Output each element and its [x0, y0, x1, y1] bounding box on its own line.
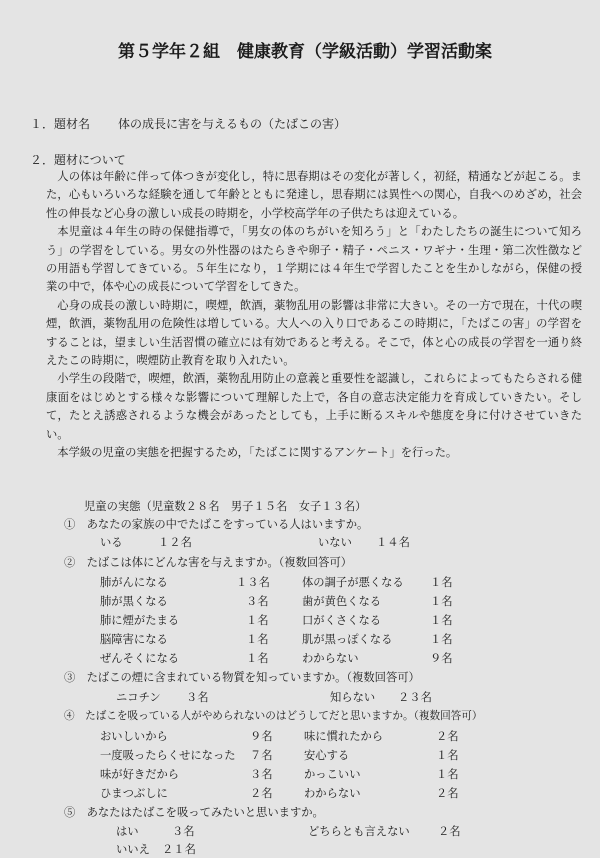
answer-count: １名 — [430, 595, 453, 608]
paragraph: 本児童は４年生の時の保健指導で，「男女の体のちがいを知ろう」と「わたしたちの誕生について知ろう」の学習をしている。男女の外性器のはたらきや卵子・精子・ペニス・ワギナ・生理・第二次性徴などの用語も学習してきている。５年生になり，１学期には４年生で学習したことを生かしながら，保健の授業の中で，体や心の成長について学習をしてきた。 — [46, 225, 582, 294]
answer-label: はい — [116, 825, 139, 838]
survey-intro: 児童の実態（児童数２８名 男子１５名 女子１３名） — [84, 500, 367, 513]
question-3: ③ たばこの煙に含まれている物質を知っていますか。（複数回答可） — [64, 671, 420, 684]
paragraph: 人の体は年齢に伴って体つきが変化し，特に思春期はその変化が著しく，初経，精通などが起こる。また，心もいろいろな経験を通して年齢とともに発達し，思春期には異性への関心，自我へのめざめ，社会性の伸長など心身の激しい成長の時期を，小学校高学年の子供たちは迎えている。 — [46, 170, 582, 220]
answer-label: わからない — [304, 787, 361, 800]
answer-label: わからない — [302, 652, 359, 665]
answer-count: ９名 — [250, 730, 273, 743]
answer-label: 肺が黒くなる — [100, 595, 168, 608]
paragraph: 本学級の児童の実態を把握するため，「たばこに関するアンケート」を行った。 — [57, 446, 458, 460]
question-2: ② たばこは体にどんな害を与えますか。（複数回答可） — [64, 556, 353, 569]
answer-label: 肺に煙がたまる — [100, 614, 180, 627]
paragraph: 小学生の段階で，喫煙，飲酒，薬物乱用防止の意義と重要性を認識し，これらによってもたらされる健康面をはじめとする様々な影響について理解した上で，各自の意志決定能力を育成していきたい。そして，たとえ誘惑されるような機会があったとしても，上手に断るスキルや態度を身に付けさせていきたい。 — [46, 372, 582, 441]
answer-count: １２名 — [158, 536, 192, 549]
question-5: ⑤ あなたはたばこを吸ってみたいと思いますか。 — [64, 806, 324, 819]
answer-count: ２３名 — [398, 691, 432, 704]
section2-heading: ２．題材について — [30, 153, 126, 167]
answer-label: 味に慣れたから — [304, 730, 384, 743]
answer-count: ２名 — [436, 730, 459, 743]
section1-theme: 体の成長に害を与えるもの（たばこの害） — [118, 117, 347, 131]
answer-count: １名 — [246, 614, 269, 627]
answer-label: 肌が黒っぽくなる — [302, 633, 393, 646]
answer-count: １名 — [430, 614, 453, 627]
answer-count: ３名 — [186, 691, 209, 704]
answer-label: 一度吸ったらくせになった — [100, 749, 236, 762]
answer-label: いる — [100, 536, 123, 549]
answer-label: 肺がんになる — [100, 576, 168, 589]
answer-count: ２名 — [436, 787, 459, 800]
answer-count: １名 — [436, 768, 459, 781]
answer-count: １４名 — [376, 536, 410, 549]
answer-count: ９名 — [430, 652, 453, 665]
answer-label: どちらとも言えない — [308, 825, 410, 838]
answer-count: ２１名 — [162, 843, 196, 856]
answer-label: いない — [318, 536, 352, 549]
answer-label: 知らない — [330, 691, 376, 704]
answer-label: かっこいい — [304, 768, 361, 781]
answer-label: おいしいから — [100, 730, 168, 743]
document-title: 第５学年２組 健康教育（学級活動）学習活動案 — [118, 42, 492, 62]
answer-count: １名 — [430, 576, 453, 589]
section1-heading: １．題材名 — [30, 117, 91, 131]
answer-label: 脳障害になる — [100, 633, 168, 646]
answer-label: 口がくさくなる — [302, 614, 382, 627]
answer-count: １３名 — [236, 576, 270, 589]
answer-label: 安心する — [304, 749, 350, 762]
answer-label: ニコチン — [116, 691, 161, 704]
answer-count: ７名 — [250, 749, 273, 762]
answer-label: 味が好きだから — [100, 768, 180, 781]
answer-count: ２名 — [250, 787, 273, 800]
section2-body — [46, 168, 582, 463]
answer-count: １名 — [436, 749, 459, 762]
answer-count: ３名 — [172, 825, 195, 838]
question-1: ① あなたの家族の中でたばこをすっている人はいますか。 — [64, 518, 369, 531]
answer-label: ぜんそくになる — [100, 652, 180, 665]
question-4: ④ たばこを吸っている人がやめられないのはどうしてだと思いますか。（複数回答可） — [64, 710, 483, 722]
answer-label: いいえ — [116, 843, 150, 856]
answer-label: 歯が黄色くなる — [302, 595, 382, 608]
answer-label: ひまつぶしに — [100, 787, 168, 800]
paragraph: 心身の成長の激しい時期に，喫煙，飲酒，薬物乱用の影響は非常に大きい。その一方で現在，十代の喫煙，飲酒，薬物乱用の危険性は増している。大人への入り口であるこの時期に，「たばこの害」の学習をすることは，望ましい生活習慣の確立には有効であると考える。そこで，体と心の成長の学習を一通り終えたこの時期に，喫煙防止教育を取り入れたい。 — [46, 298, 582, 368]
answer-label: 体の調子が悪くなる — [302, 576, 404, 589]
answer-count: ３名 — [250, 768, 273, 781]
answer-count: ３名 — [246, 595, 269, 608]
answer-count: １名 — [430, 633, 453, 646]
answer-count: １名 — [246, 633, 269, 646]
answer-count: ２名 — [438, 825, 461, 838]
answer-count: １名 — [246, 652, 269, 665]
